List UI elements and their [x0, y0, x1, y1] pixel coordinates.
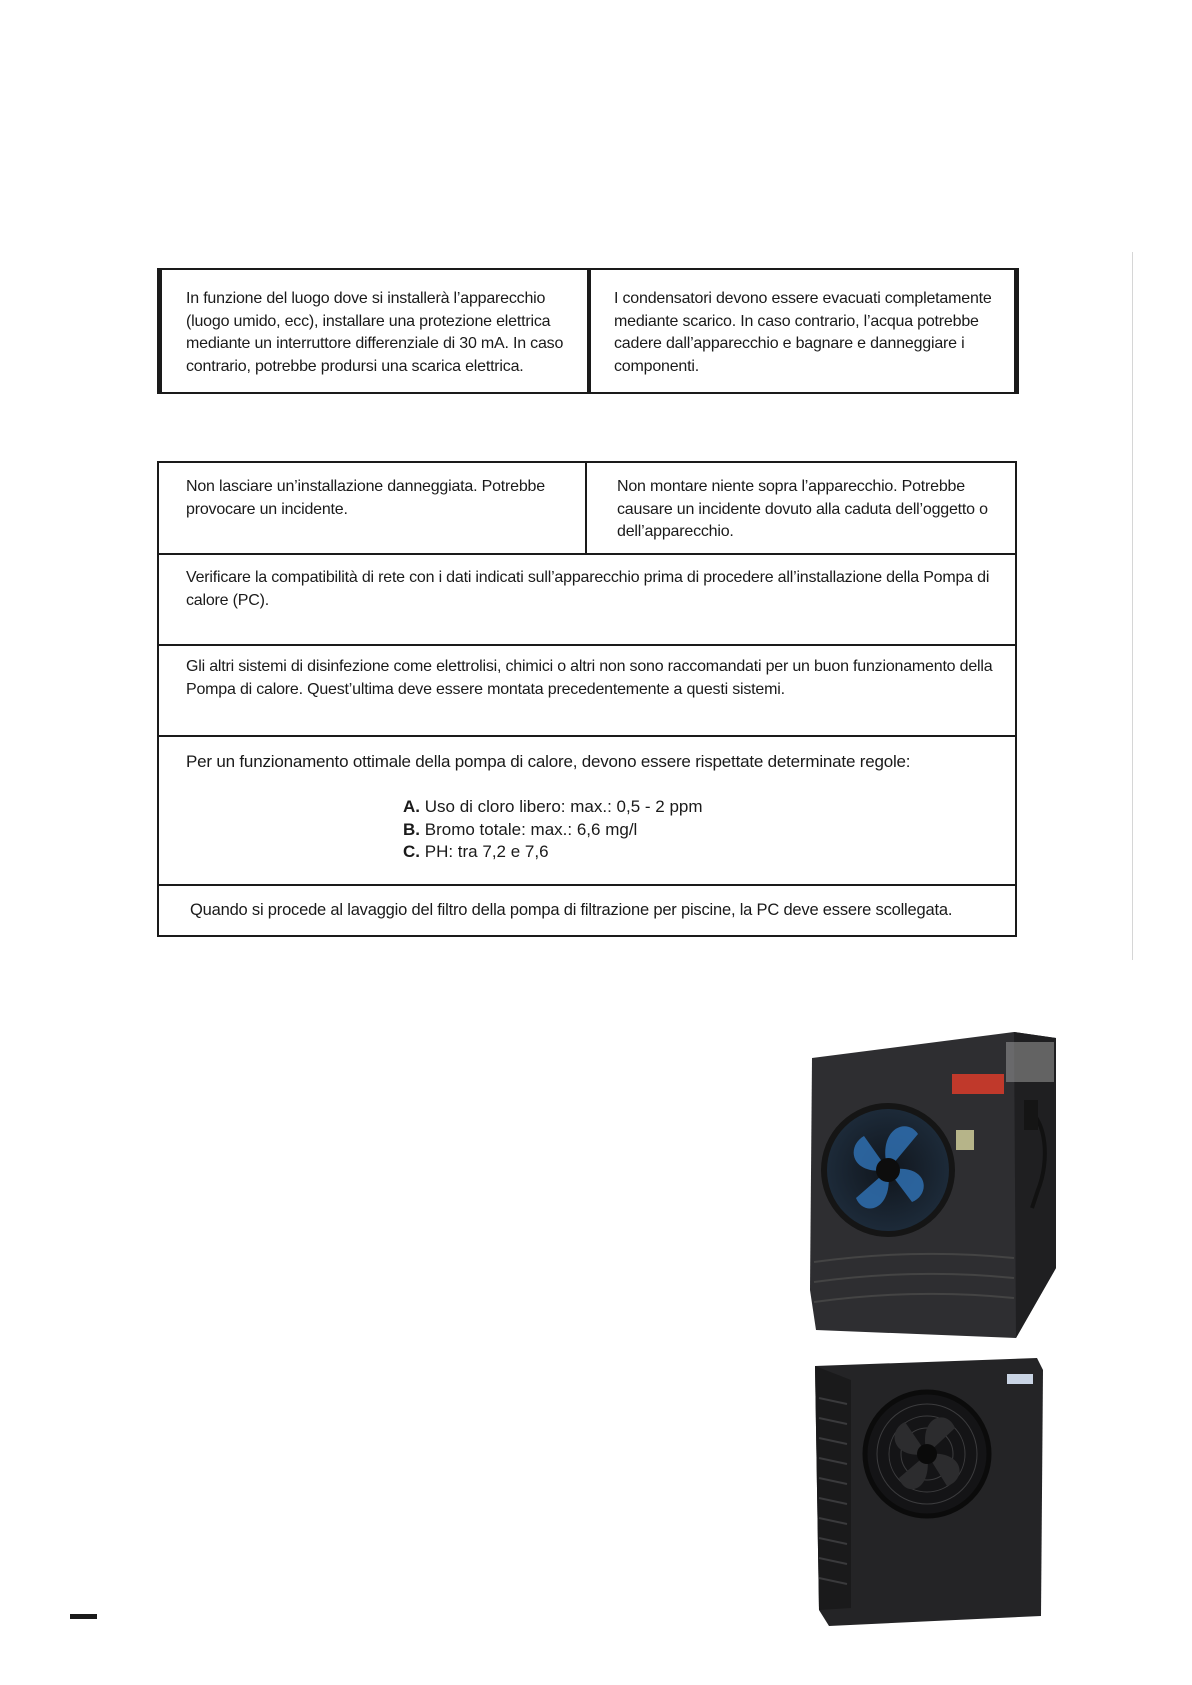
rule-text: Uso di cloro libero: max.: 0,5 - 2 ppm	[424, 797, 703, 816]
condenser-drain-warning: I condensatori devono essere evacuati completamente mediante scarico. In caso contrario, l’acqua potrebbe cadere dall’apparecchio e bagnare e danneggiare i componenti.	[614, 290, 992, 375]
water-rules-list	[403, 796, 703, 864]
page-side-rule	[1132, 252, 1133, 960]
rule-item-c	[403, 841, 703, 864]
table-bottom-rule-3	[157, 735, 1017, 737]
rule-key: B.	[403, 819, 420, 839]
rule-text: Bromo totale: max.: 6,6 mg/l	[424, 819, 638, 839]
water-rules-intro: Per un funzionamento ottimale della pompa di calore, devono essere rispettate determinate regole:	[186, 752, 911, 771]
nothing-on-top-warning: Non montare niente sopra l’apparecchio. Potrebbe causare un incidente dovuto alla caduta dell’oggetto o dell’apparecchio.	[617, 478, 988, 540]
table-top-left-border	[157, 268, 162, 394]
pump-side-louvres	[815, 1366, 851, 1610]
damaged-installation-warning: Non lasciare un’installazione danneggiata. Potrebbe provocare un incidente.	[186, 478, 545, 518]
electrical-protection-warning: In funzione del luogo dove si installerà l’apparecchio (luogo umido, ecc), installare una protezione elettrica mediante un interruttore differenziale di 30 mA. In caso contrario, potrebbe prodursi una scarica elettrica.	[186, 290, 564, 375]
disinfection-systems-note: Gli altri sistemi di disinfezione come elettrolisi, chimici o altri non sono raccomandati per un buon funzionamento della Pompa di calore. Quest’ultima deve essere montata precedentemente a questi sistemi.	[186, 658, 993, 698]
heat-pump-photo-second	[811, 1358, 1045, 1626]
table-bottom-rule-4	[157, 884, 1017, 886]
brand-label	[1007, 1374, 1033, 1384]
pump-top-grille	[1006, 1042, 1054, 1082]
table-top-right-border	[1014, 268, 1019, 394]
filter-wash-disconnect-note: Quando si procede al lavaggio del filtro della pompa di filtrazione per piscine, la PC deve essere scollegata.	[190, 901, 953, 919]
table-top-mid-border	[587, 268, 591, 394]
rule-item-b	[403, 819, 703, 842]
page-marker	[70, 1614, 97, 1619]
rule-text: PH: tra 7,2 e 7,6	[424, 842, 549, 861]
brand-label	[952, 1074, 1004, 1094]
fan-hub	[917, 1444, 937, 1464]
control-box	[1024, 1100, 1038, 1130]
table-bottom-rule-2	[157, 644, 1017, 646]
network-compatibility-note: Verificare la compatibilità di rete con i dati indicati sull’apparecchio prima di procedere all’installazione della Pompa di calore (PC).	[186, 569, 990, 609]
table-bottom-rule-1	[157, 553, 1017, 555]
rule-key: C.	[403, 842, 420, 861]
fan-hub	[876, 1158, 900, 1182]
heat-pump-photo-front	[806, 1030, 1058, 1342]
rule-item-a	[403, 796, 703, 819]
rule-key: A.	[403, 797, 420, 816]
table-bottom-row1-divider	[585, 461, 587, 554]
warning-sticker	[956, 1130, 974, 1150]
